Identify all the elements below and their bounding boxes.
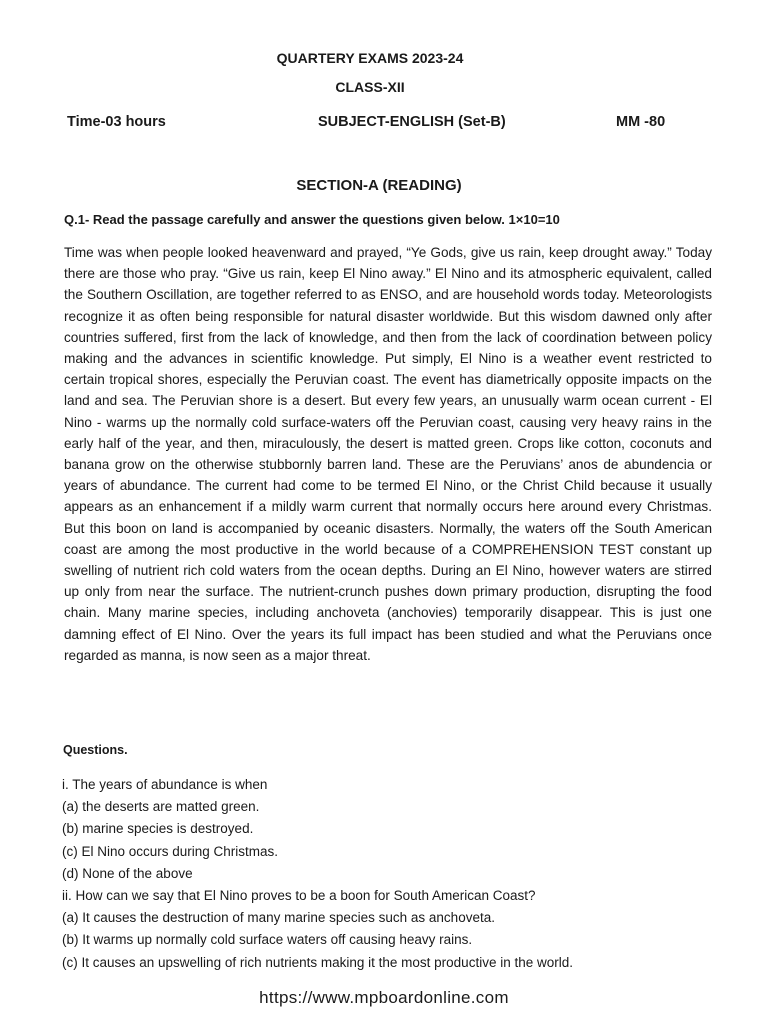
list-item: (a) the deserts are matted green. bbox=[62, 799, 260, 815]
list-item: ii. How can we say that El Nino proves to be a boon for South American Coast? bbox=[62, 887, 536, 903]
exam-title: QUARTERY EXAMS 2023-24 bbox=[276, 50, 464, 66]
list-item: (c) El Nino occurs during Christmas. bbox=[62, 843, 279, 859]
max-marks-label: MM -80 bbox=[616, 114, 666, 130]
question-list bbox=[62, 774, 722, 974]
questions-heading: Questions. bbox=[63, 743, 128, 757]
list-item: (b) marine species is destroyed. bbox=[62, 821, 254, 837]
list-item: (d) None of the above bbox=[62, 865, 193, 881]
list-item: (c) It causes an upswelling of rich nutrients making it the most productive in the world. bbox=[62, 954, 573, 970]
question-instruction: Q.1- Read the passage carefully and answer the questions given below. 1×10=10 bbox=[64, 212, 560, 227]
footer-url: https://www.mpboardonline.com bbox=[259, 988, 509, 1007]
list-item: (a) It causes the destruction of many marine species such as anchoveta. bbox=[62, 910, 495, 926]
subject-label: SUBJECT-ENGLISH (Set-B) bbox=[318, 114, 506, 130]
list-item: i. The years of abundance is when bbox=[62, 777, 268, 792]
class-label: CLASS-XII bbox=[335, 79, 405, 95]
list-item: (b) It warms up normally cold surface waters off causing heavy rains. bbox=[62, 932, 473, 948]
reading-passage: Time was when people looked heavenward and prayed, “Ye Gods, give us rain, keep drought away.” Today there are those who pray. “Give us rain, keep El Nino away.” El Nino and its atmospheric equivalent, called the Southern Oscillation, are together referred to as ENSO, and are household words today. Meteorologists recognize it as often being responsible for natural disaster worldwide. But this wisdom dawned only after countries suffered, first from the lack of knowledge, and then from the lack of coordination between policy making and the advances in scientific knowledge. Put simply, El Nino is a weather event restricted to certain tropical shores, especially the Peruvian coast. The event has diametrically opposite impacts on the land and sea. The Peruvian shore is a desert. But every few years, an unusually warm ocean current - El Nino - warms up the normally cold surface-waters off the Peruvian coast, causing very heavy rains in the early half of the year, and then, miraculously, the desert is matted green. Crops like cotton, coconuts and banana grow on the otherwise stubbornly barren land. These are the Peruvians’ anos de abundencia or years of abundance. The current had come to be termed El Nino, or the Christ Child because it usually appears as an enhancement if a mildly warm current that normally occurs here around every Christmas. But this boon on land is accompanied by oceanic disasters. Normally, the waters off the South American coast are among the most productive in the world because of a COMPREHENSION TEST constant up swelling of nutrient rich cold waters from the ocean depths. During an El Nino, however waters are stirred up only from near the surface. The nutrient-crunch pushes down primary production, disrupting the food chain. Many marine species, including anchoveta (anchovies) temporarily disappear. This is just one damning effect of El Nino. Over the years its full impact has been studied and what the Peruvians once regarded as manna, is now seen as a major threat. bbox=[64, 245, 712, 663]
time-label: Time-03 hours bbox=[67, 114, 166, 130]
section-title: SECTION-A (READING) bbox=[296, 177, 462, 194]
